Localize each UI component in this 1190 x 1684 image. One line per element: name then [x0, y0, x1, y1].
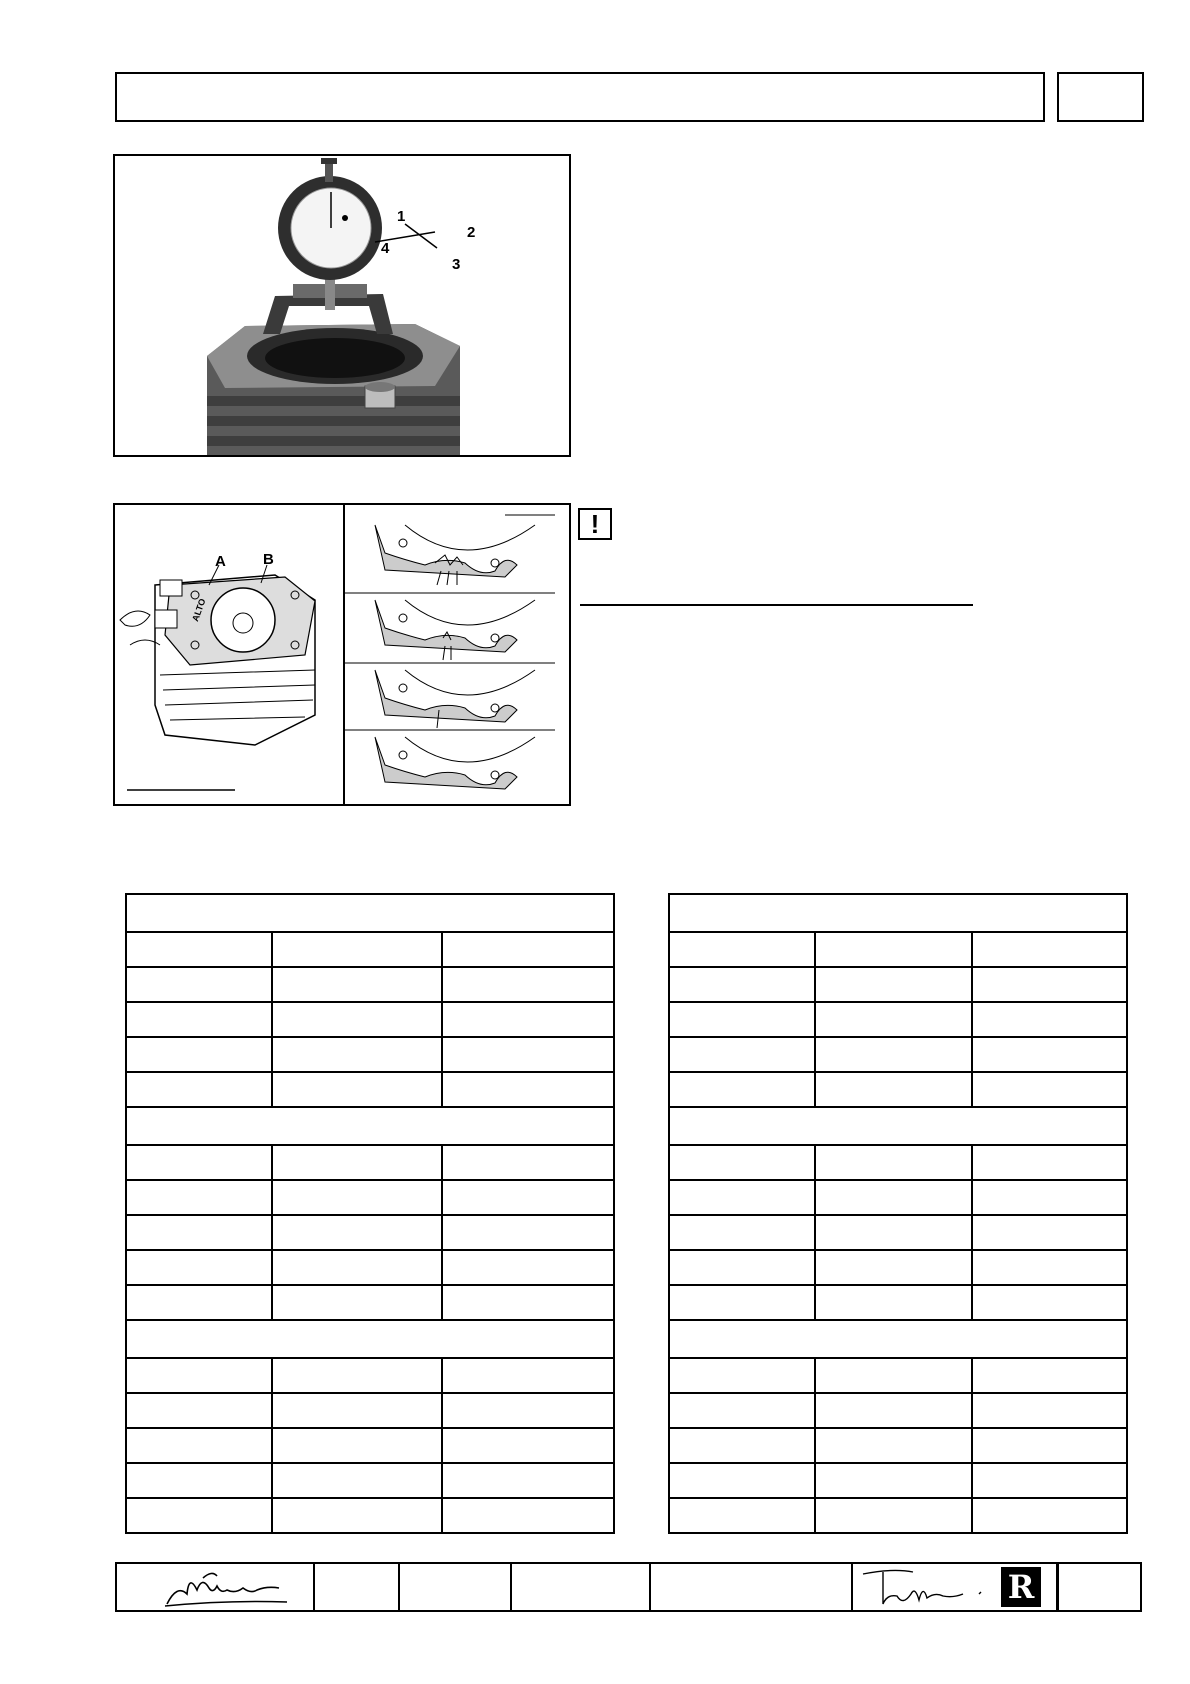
table-section-header: [669, 1320, 1127, 1358]
table-cell: [272, 1285, 442, 1320]
company-logo: [1001, 1567, 1041, 1607]
table-cell: [126, 1145, 272, 1180]
table-cell: [972, 1428, 1127, 1463]
table-cell: [815, 1428, 972, 1463]
table-cell: [815, 932, 972, 967]
table-row: [669, 1358, 1127, 1393]
table-cell: [815, 1358, 972, 1393]
figure1-label-4: 4: [381, 240, 390, 257]
table-cell: [972, 1145, 1127, 1180]
table-row: [126, 1145, 614, 1180]
table-row: [669, 1037, 1127, 1072]
table-cell: [815, 1498, 972, 1533]
table-cell: [972, 932, 1127, 967]
section-header-cell: [126, 1320, 614, 1358]
table-cell: [815, 1393, 972, 1428]
exclamation-icon: !: [578, 508, 612, 540]
table-cell: [669, 967, 815, 1002]
table-cell: [669, 1215, 815, 1250]
section-header-cell: [669, 894, 1127, 932]
table-cell: [442, 1215, 614, 1250]
figure1-label-2: 2: [467, 224, 476, 241]
table-row: [126, 1498, 614, 1533]
table-row: [669, 967, 1127, 1002]
table-cell: [126, 1463, 272, 1498]
table-cell: [815, 1002, 972, 1037]
dial-gauge-photo: [115, 156, 569, 455]
table-cell: [815, 1463, 972, 1498]
table-cell: [272, 1180, 442, 1215]
table-row: [669, 1393, 1127, 1428]
table-cell: [669, 1393, 815, 1428]
logo-letter: R: [1007, 1568, 1035, 1606]
table-cell: [126, 1072, 272, 1107]
table-cell: [815, 1037, 972, 1072]
table-cell: [442, 1250, 614, 1285]
table-cell: [126, 1428, 272, 1463]
header-page-box: [1057, 72, 1144, 122]
section-header-cell: [669, 1107, 1127, 1145]
table-cell: [442, 1498, 614, 1533]
figure-dial-gauge: [113, 154, 571, 457]
table-cell: [972, 1358, 1127, 1393]
section-header-cell: [126, 1107, 614, 1145]
table-cell: [815, 967, 972, 1002]
table-row: [669, 1285, 1127, 1320]
table-cell: [126, 967, 272, 1002]
table-cell: [669, 1463, 815, 1498]
table-cell: [126, 1250, 272, 1285]
spec-table-right: [668, 893, 1128, 1534]
table-cell: [669, 1358, 815, 1393]
table-row: [126, 1002, 614, 1037]
table-cell: [669, 1002, 815, 1037]
figure1-label-1: 1: [397, 208, 406, 225]
table-row: [126, 1180, 614, 1215]
gasket-marking: ALTO: [190, 597, 208, 623]
table-cell: [272, 1428, 442, 1463]
table-cell: [126, 1393, 272, 1428]
table-cell: [815, 1285, 972, 1320]
table-cell: [972, 1180, 1127, 1215]
table-cell: [972, 1250, 1127, 1285]
footer-signature-cell-2: [853, 1564, 1055, 1610]
table-row: [126, 1072, 614, 1107]
figure2-label-a: A: [215, 553, 226, 570]
table-cell: [669, 1145, 815, 1180]
table-cell: [442, 1285, 614, 1320]
table-section-header: [669, 1107, 1127, 1145]
table-cell: [972, 1037, 1127, 1072]
table-cell: [815, 1250, 972, 1285]
table-cell: [442, 1393, 614, 1428]
figure2-label-b: B: [263, 551, 274, 568]
table-cell: [972, 967, 1127, 1002]
table-cell: [272, 1215, 442, 1250]
table-cell: [442, 1002, 614, 1037]
table-cell: [972, 1215, 1127, 1250]
table-cell: [815, 1072, 972, 1107]
table-row: [669, 1180, 1127, 1215]
table-section-header: [126, 1320, 614, 1358]
table-row: [669, 1498, 1127, 1533]
table-cell: [669, 1037, 815, 1072]
table-cell: [972, 1463, 1127, 1498]
table-cell: [972, 1393, 1127, 1428]
table-cell: [272, 1072, 442, 1107]
table-cell: [126, 1002, 272, 1037]
footer-page-box: [1057, 1562, 1142, 1612]
table-cell: [272, 932, 442, 967]
table-cell: [442, 1072, 614, 1107]
table-cell: [442, 967, 614, 1002]
table-cell: [972, 1498, 1127, 1533]
table-row: [669, 1215, 1127, 1250]
table-cell: [669, 1180, 815, 1215]
table-row: [126, 1037, 614, 1072]
table-cell: [442, 1145, 614, 1180]
gasket-on-cylinder-drawing: [115, 505, 343, 804]
table-cell: [126, 1498, 272, 1533]
table-row: [669, 1463, 1127, 1498]
figure1-label-3: 3: [452, 256, 461, 273]
table-cell: [272, 967, 442, 1002]
table-cell: [669, 1072, 815, 1107]
table-cell: [972, 1285, 1127, 1320]
table-row: [126, 967, 614, 1002]
table-cell: [815, 1180, 972, 1215]
table-row: [126, 1463, 614, 1498]
table-cell: [442, 932, 614, 967]
table-cell: [272, 1037, 442, 1072]
table-cell: [272, 1393, 442, 1428]
footer-cell-3: [400, 1564, 512, 1610]
table-row: [126, 1285, 614, 1320]
gasket-detail-drawings: [345, 505, 571, 804]
table-cell: [972, 1072, 1127, 1107]
table-cell: [272, 1250, 442, 1285]
table-row: [669, 1002, 1127, 1037]
table-row: [126, 1215, 614, 1250]
signature-1: [117, 1564, 313, 1610]
table-cell: [442, 1428, 614, 1463]
spec-table-left: [125, 893, 615, 1534]
table-cell: [272, 1498, 442, 1533]
table-cell: [272, 1358, 442, 1393]
table-section-header: [126, 1107, 614, 1145]
table-cell: [669, 1285, 815, 1320]
table-cell: [669, 932, 815, 967]
footer-bar: [115, 1562, 1058, 1612]
signature-2: [853, 1564, 1003, 1610]
table-cell: [126, 1285, 272, 1320]
footer-cell-2: [315, 1564, 400, 1610]
table-cell: [669, 1250, 815, 1285]
section-rule: [580, 604, 973, 606]
table-cell: [126, 1180, 272, 1215]
table-cell: [272, 1145, 442, 1180]
footer-signature-cell-1: [117, 1564, 315, 1610]
footer-cell-5: [651, 1564, 853, 1610]
header-title-box: [115, 72, 1045, 122]
figure-gasket: [113, 503, 571, 806]
table-cell: [442, 1037, 614, 1072]
table-row: [669, 1145, 1127, 1180]
table-cell: [972, 1002, 1127, 1037]
table-cell: [272, 1463, 442, 1498]
table-row: [126, 1393, 614, 1428]
table-section-header: [126, 894, 614, 932]
table-row: [126, 1428, 614, 1463]
table-row: [669, 1250, 1127, 1285]
table-row: [126, 1250, 614, 1285]
section-header-cell: [669, 1320, 1127, 1358]
table-cell: [126, 1215, 272, 1250]
table-cell: [272, 1002, 442, 1037]
table-cell: [815, 1215, 972, 1250]
table-row: [669, 1428, 1127, 1463]
table-cell: [126, 932, 272, 967]
table-row: [669, 1072, 1127, 1107]
table-right-body: [669, 894, 1127, 1533]
footer-cell-4: [512, 1564, 651, 1610]
table-cell: [442, 1180, 614, 1215]
table-row: [126, 932, 614, 967]
table-cell: [442, 1358, 614, 1393]
table-row: [126, 1358, 614, 1393]
table-cell: [126, 1037, 272, 1072]
table-section-header: [669, 894, 1127, 932]
table-cell: [669, 1498, 815, 1533]
section-header-cell: [126, 894, 614, 932]
table-cell: [815, 1145, 972, 1180]
table-row: [669, 932, 1127, 967]
table-cell: [442, 1463, 614, 1498]
table-cell: [126, 1358, 272, 1393]
table-cell: [669, 1428, 815, 1463]
table-left-body: [126, 894, 614, 1533]
